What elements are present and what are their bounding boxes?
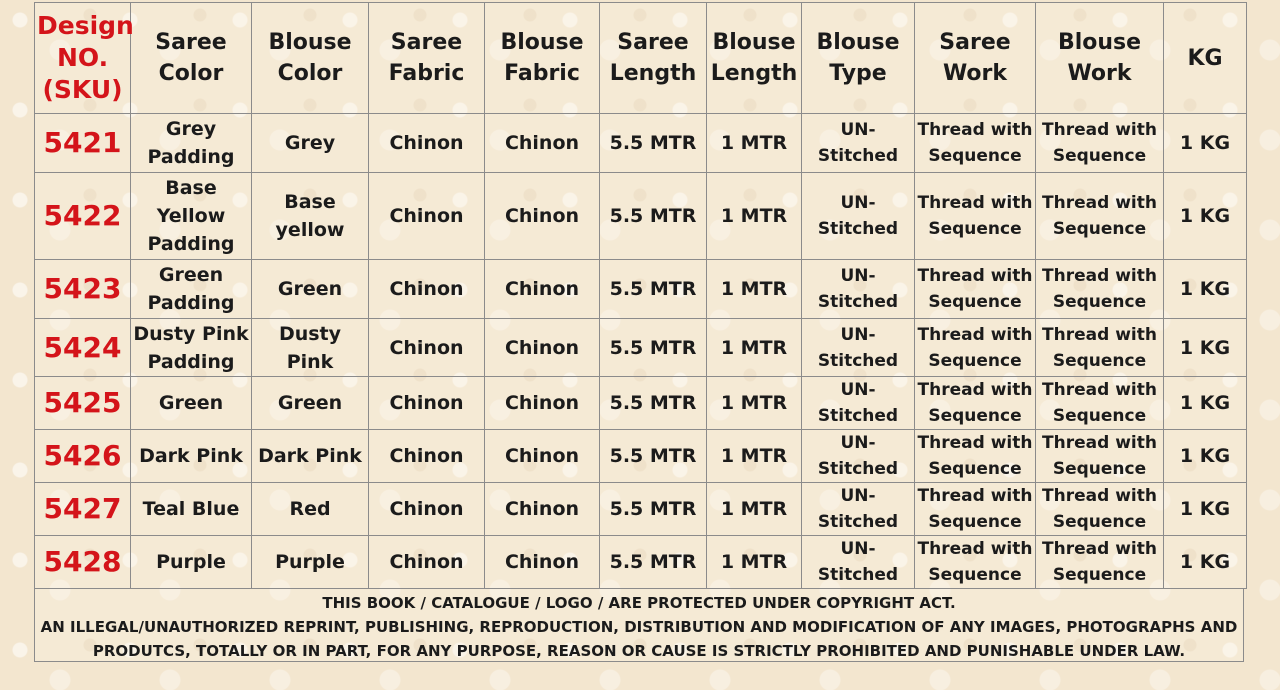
cell-line: Red	[289, 498, 331, 520]
header-line: Type	[829, 61, 887, 86]
saree-fabric-cell: Chinon	[369, 173, 485, 260]
header-line: Length	[710, 61, 798, 86]
blouse-fabric-cell: Chinon	[485, 114, 600, 173]
saree-color-cell	[131, 377, 252, 430]
blouse-type-cell	[802, 430, 915, 483]
cell-line: Stitched	[817, 565, 899, 585]
header-line: Saree	[617, 30, 689, 55]
header-line: Saree	[155, 30, 227, 55]
header-line: Work	[942, 61, 1008, 86]
blouse-work-cell	[1036, 483, 1164, 536]
cell-line: Stitched	[817, 219, 899, 239]
blouse-work-cell	[1036, 430, 1164, 483]
sku-cell: 5422	[35, 173, 131, 260]
blouse-work-cell	[1036, 173, 1164, 260]
blouse-color-cell	[252, 377, 369, 430]
cell-line: Stitched	[817, 146, 899, 166]
cell-line: Dusty Pink	[278, 322, 342, 373]
sku-cell: 5423	[35, 260, 131, 319]
header-line: Fabric	[388, 61, 465, 86]
saree-work-cell	[915, 377, 1036, 430]
blouse-color-cell	[252, 430, 369, 483]
cell-line: Padding	[147, 146, 235, 168]
copyright-line-2: AN ILLEGAL/UNAUTHORIZED REPRINT, PUBLISHING, REPRODUCTION, DISTRIBUTION AND MODIFICATION OF ANY IMAGES, PHOTOGRAPHS AND	[40, 618, 1238, 636]
cell-line: Sequence	[1052, 292, 1147, 312]
saree-fabric-cell: Chinon	[369, 430, 485, 483]
saree-fabric-cell: Chinon	[369, 483, 485, 536]
blouse-type-cell	[802, 260, 915, 319]
header-row	[35, 3, 1247, 114]
cell-line: Sequence	[1052, 565, 1147, 585]
cell-line: UN-	[840, 324, 876, 345]
header-line: (SKU)	[42, 75, 123, 104]
saree-fabric-cell: Chinon	[369, 319, 485, 377]
cell-line: Thread with	[917, 324, 1033, 345]
cell-line: Thread with	[1042, 486, 1157, 506]
cell-line: Purple	[275, 551, 345, 573]
saree-work-cell	[915, 536, 1036, 589]
cell-line: Sequence	[1052, 459, 1147, 479]
cell-line: UN-	[840, 120, 876, 140]
blouse-color-cell	[252, 260, 369, 319]
header-saree-fabric	[369, 3, 485, 114]
saree-color-cell	[131, 319, 252, 377]
saree-length-cell: 5.5 MTR	[600, 430, 707, 483]
cell-line: UN-	[840, 539, 876, 559]
saree-length-cell: 5.5 MTR	[600, 536, 707, 589]
cell-line: Stitched	[817, 350, 899, 371]
cell-line: Sequence	[1052, 512, 1147, 532]
cell-line: Thread with	[917, 266, 1033, 286]
header-line: Blouse	[268, 30, 352, 55]
header-blouse-work	[1036, 3, 1164, 114]
cell-line: Green	[277, 392, 343, 414]
saree-work-cell	[915, 319, 1036, 377]
cell-line: Base	[165, 177, 217, 199]
saree-fabric-cell: Chinon	[369, 536, 485, 589]
cell-line: UN-	[840, 380, 876, 400]
blouse-work-cell	[1036, 260, 1164, 319]
cell-line: Sequence	[928, 459, 1022, 479]
saree-work-cell	[915, 430, 1036, 483]
saree-length-cell: 5.5 MTR	[600, 114, 707, 173]
blouse-type-cell	[802, 536, 915, 589]
copyright-line-1: THIS BOOK / CATALOGUE / LOGO / ARE PROTECTED UNDER COPYRIGHT ACT.	[322, 594, 956, 612]
header-line: Blouse	[712, 30, 796, 55]
cell-line: Stitched	[817, 406, 899, 426]
table-row	[35, 377, 1247, 430]
cell-line: Purple	[156, 551, 226, 573]
cell-line: Dusty Pink	[133, 322, 249, 345]
cell-line: Sequence	[928, 292, 1022, 312]
header-line: Color	[277, 61, 343, 86]
blouse-fabric-cell: Chinon	[485, 377, 600, 430]
saree-color-cell	[131, 430, 252, 483]
header-saree-color	[131, 3, 252, 114]
cell-line: Thread with	[917, 193, 1033, 213]
cell-line: Sequence	[928, 565, 1022, 585]
header-line: KG	[1187, 45, 1223, 71]
header-blouse-length	[707, 3, 802, 114]
table-row	[35, 536, 1247, 589]
saree-length-cell: 5.5 MTR	[600, 173, 707, 260]
kg-cell: 1 KG	[1164, 377, 1247, 430]
saree-work-cell	[915, 260, 1036, 319]
header-blouse-type	[802, 3, 915, 114]
header-line: Color	[158, 61, 224, 86]
saree-length-cell: 5.5 MTR	[600, 377, 707, 430]
saree-fabric-cell: Chinon	[369, 260, 485, 319]
cell-line: Thread with	[917, 486, 1033, 506]
cell-line: UN-	[840, 486, 876, 506]
cell-line: Thread with	[1042, 193, 1157, 213]
cell-line: Yellow	[156, 205, 226, 227]
cell-line: Base	[284, 191, 336, 213]
kg-cell: 1 KG	[1164, 114, 1247, 173]
kg-cell: 1 KG	[1164, 173, 1247, 260]
blouse-fabric-cell: Chinon	[485, 536, 600, 589]
header-line: Blouse	[816, 30, 900, 55]
saree-length-cell: 5.5 MTR	[600, 483, 707, 536]
cell-line: Sequence	[928, 512, 1022, 532]
saree-fabric-cell: Chinon	[369, 114, 485, 173]
blouse-type-cell	[802, 377, 915, 430]
table-row	[35, 430, 1247, 483]
kg-cell: 1 KG	[1164, 483, 1247, 536]
cell-line: Sequence	[1052, 146, 1147, 166]
cell-line: UN-	[840, 266, 876, 286]
blouse-color-cell	[252, 173, 369, 260]
blouse-length-cell: 1 MTR	[707, 483, 802, 536]
header-saree-work	[915, 3, 1036, 114]
blouse-type-cell	[802, 114, 915, 173]
sku-cell: 5421	[35, 114, 131, 173]
header-line: Work	[1067, 61, 1132, 86]
cell-line: Green	[158, 392, 224, 414]
blouse-length-cell: 1 MTR	[707, 430, 802, 483]
cell-line: Thread with	[917, 433, 1033, 453]
blouse-type-cell	[802, 173, 915, 260]
cell-line: Sequence	[1052, 406, 1147, 426]
saree-color-cell	[131, 173, 252, 260]
cell-line: Padding	[147, 350, 235, 373]
cell-line: Thread with	[1042, 380, 1157, 400]
cell-line: Padding	[147, 292, 235, 314]
kg-cell: 1 KG	[1164, 430, 1247, 483]
cell-line: Green	[158, 264, 224, 286]
saree-length-cell: 5.5 MTR	[600, 260, 707, 319]
sku-cell: 5425	[35, 377, 131, 430]
cell-line: Teal Blue	[142, 498, 240, 520]
cell-line: Thread with	[1042, 433, 1157, 453]
saree-color-cell	[131, 260, 252, 319]
header-kg	[1164, 3, 1247, 114]
saree-work-cell	[915, 173, 1036, 260]
header-line: Length	[609, 61, 697, 86]
cell-line: Dark Pink	[139, 445, 243, 467]
cell-line: UN-	[840, 193, 876, 213]
cell-line: Padding	[147, 233, 235, 255]
product-spec-table	[34, 2, 1247, 589]
blouse-fabric-cell: Chinon	[485, 260, 600, 319]
cell-line: Thread with	[1042, 539, 1157, 559]
copyright-line-3: PRODUTCS, TOTALLY OR IN PART, FOR ANY PURPOSE, REASON OR CAUSE IS STRICTLY PROHIBITED AND PUNISHABLE UNDER LAW.	[92, 642, 1186, 660]
cell-line: Thread with	[917, 120, 1033, 140]
cell-line: yellow	[275, 219, 345, 241]
blouse-color-cell	[252, 319, 369, 377]
table-row	[35, 173, 1247, 260]
blouse-fabric-cell: Chinon	[485, 483, 600, 536]
sku-cell: 5427	[35, 483, 131, 536]
header-line: Design	[37, 11, 134, 40]
blouse-color-cell	[252, 483, 369, 536]
header-line: Saree	[390, 30, 463, 55]
blouse-type-cell	[802, 483, 915, 536]
sku-cell: 5424	[35, 319, 131, 377]
blouse-length-cell: 1 MTR	[707, 536, 802, 589]
table-row	[35, 319, 1247, 377]
cell-line: Sequence	[928, 406, 1022, 426]
cell-line: Sequence	[928, 350, 1022, 371]
cell-line: Thread with	[1042, 266, 1157, 286]
cell-line: Sequence	[1052, 350, 1147, 371]
header-line: Blouse	[1057, 30, 1142, 55]
blouse-type-cell	[802, 319, 915, 377]
header-blouse-color	[252, 3, 369, 114]
saree-color-cell	[131, 483, 252, 536]
kg-cell: 1 KG	[1164, 260, 1247, 319]
header-line: Blouse	[500, 30, 584, 55]
cell-line: Dark Pink	[258, 445, 362, 467]
blouse-length-cell: 1 MTR	[707, 319, 802, 377]
cell-line: Sequence	[1052, 219, 1147, 239]
saree-color-cell	[131, 114, 252, 173]
saree-length-cell: 5.5 MTR	[600, 319, 707, 377]
cell-line: UN-	[840, 433, 876, 453]
blouse-fabric-cell: Chinon	[485, 173, 600, 260]
blouse-length-cell: 1 MTR	[707, 173, 802, 260]
blouse-fabric-cell: Chinon	[485, 430, 600, 483]
header-design-sku	[35, 3, 134, 114]
sku-cell: 5428	[35, 536, 131, 589]
cell-line: Thread with	[1042, 120, 1157, 140]
table-row	[35, 483, 1247, 536]
cell-line: Sequence	[928, 219, 1022, 239]
blouse-length-cell: 1 MTR	[707, 260, 802, 319]
blouse-length-cell: 1 MTR	[707, 114, 802, 173]
saree-color-cell	[131, 536, 252, 589]
cell-line: Thread with	[1042, 324, 1157, 345]
copyright-notice	[34, 588, 1244, 662]
blouse-work-cell	[1036, 319, 1164, 377]
blouse-work-cell	[1036, 377, 1164, 430]
cell-line: Thread with	[917, 539, 1033, 559]
table-row	[35, 260, 1247, 319]
cell-line: Sequence	[928, 146, 1022, 166]
cell-line: Grey	[165, 118, 217, 140]
blouse-color-cell	[252, 114, 369, 173]
cell-line: Green	[277, 278, 343, 300]
kg-cell: 1 KG	[1164, 536, 1247, 589]
header-line: Saree	[939, 30, 1011, 55]
cell-line: Stitched	[817, 512, 899, 532]
blouse-work-cell	[1036, 536, 1164, 589]
saree-fabric-cell: Chinon	[369, 377, 485, 430]
cell-line: Grey	[284, 132, 336, 154]
sku-cell: 5426	[35, 430, 131, 483]
header-line: Fabric	[504, 61, 580, 86]
cell-line: Stitched	[817, 459, 899, 479]
saree-work-cell	[915, 483, 1036, 536]
blouse-fabric-cell: Chinon	[485, 319, 600, 377]
saree-work-cell	[915, 114, 1036, 173]
cell-line: Thread with	[917, 380, 1033, 400]
table-row	[35, 114, 1247, 173]
header-line: NO.	[56, 43, 109, 72]
blouse-work-cell	[1036, 114, 1164, 173]
kg-cell: 1 KG	[1164, 319, 1247, 377]
header-blouse-fabric	[485, 3, 600, 114]
header-saree-length	[600, 3, 707, 114]
blouse-length-cell: 1 MTR	[707, 377, 802, 430]
cell-line: Stitched	[817, 292, 899, 312]
blouse-color-cell	[252, 536, 369, 589]
